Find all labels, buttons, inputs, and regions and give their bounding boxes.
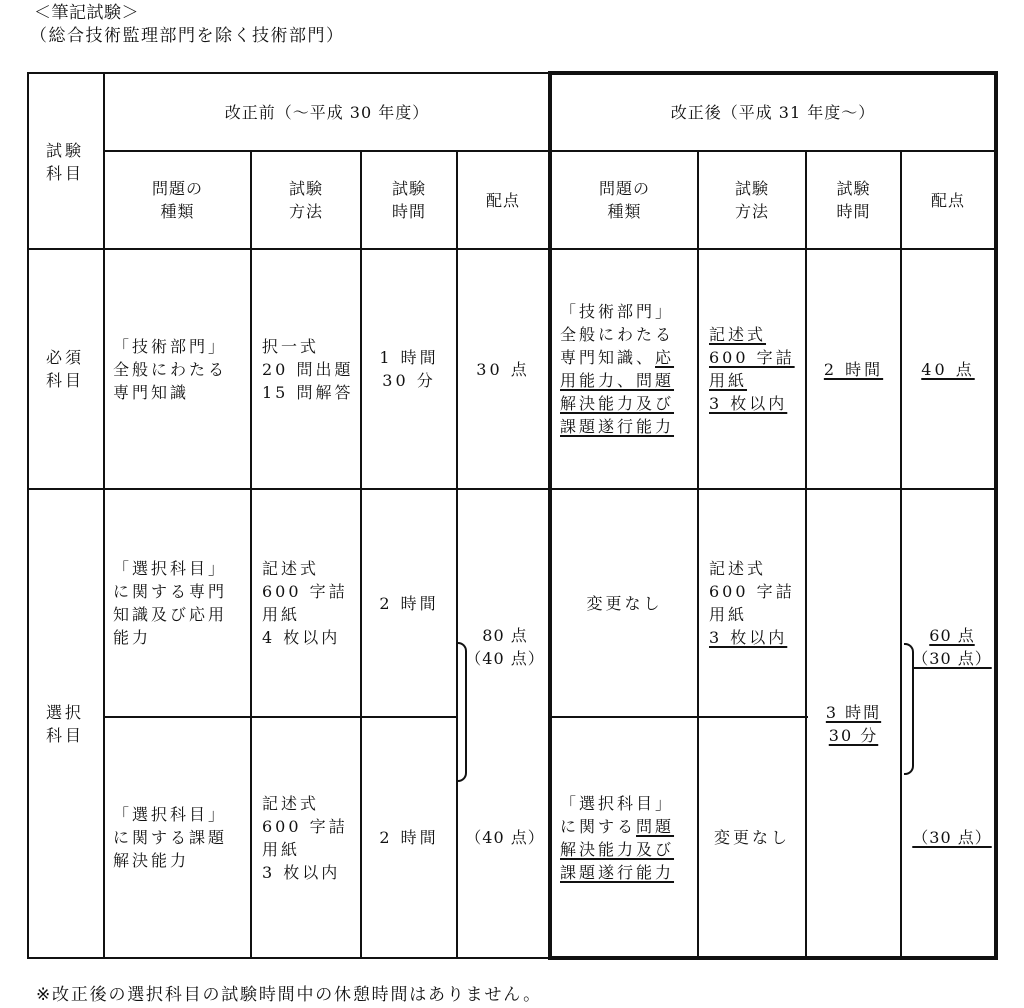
header-line: 種類 xyxy=(160,202,195,221)
header-line: 問題の xyxy=(151,179,203,198)
changed-text: 3 枚以内 xyxy=(709,628,788,647)
after-section-title xyxy=(552,75,994,150)
elective-before-problem-points xyxy=(462,718,548,957)
cell-line: （40 点） xyxy=(465,828,545,847)
cell-line: 3 枚以内 xyxy=(262,862,341,882)
subject-header-line: 科目 xyxy=(46,164,85,183)
before-type-divider xyxy=(250,150,252,959)
after-col-points-header xyxy=(902,152,994,248)
elective-after-points-total xyxy=(910,624,994,672)
changed-text: 課題遂行能力 xyxy=(560,862,675,882)
changed-text: 解決能力及び xyxy=(560,394,675,413)
changed-text: 60 点 xyxy=(929,626,975,645)
cell-line: 専門知識 xyxy=(113,382,190,402)
header-line: 方法 xyxy=(734,202,769,221)
elective-subject-label xyxy=(46,490,102,957)
cell-line: 80 点 xyxy=(482,626,528,645)
changed-text: 解決能力及び xyxy=(560,839,675,859)
cell-line: 変更なし xyxy=(713,828,790,847)
cell-line: 能力 xyxy=(113,628,152,647)
changed-text: 2 時間 xyxy=(823,359,884,379)
cell-line: 「選択科目」 xyxy=(560,793,675,813)
after-col-time-header xyxy=(807,152,900,248)
before-col-points-header xyxy=(458,152,548,248)
required-after-time xyxy=(807,250,900,488)
cell-line: 記述式 xyxy=(262,793,320,813)
before-col-type-header xyxy=(105,152,250,248)
required-before-type xyxy=(113,250,250,488)
cell-line: 30 点 xyxy=(476,359,530,379)
cell-line: 用紙 xyxy=(709,605,748,624)
changed-text: 用紙 xyxy=(709,371,748,390)
elective-before-specialized-method xyxy=(262,490,360,716)
cell-line: 4 枚以内 xyxy=(262,628,341,647)
cell-line: 「選択科目」 xyxy=(113,559,228,578)
elective-after-problem-method xyxy=(699,718,805,957)
subject-header-line: 試験 xyxy=(46,141,85,160)
cell-line: 用紙 xyxy=(262,605,301,624)
changed-text: 課題遂行能力 xyxy=(560,417,675,436)
elective-before-problem-method xyxy=(262,718,360,957)
cell-line: 記述式 xyxy=(709,559,767,578)
header-line: 試験 xyxy=(391,179,426,198)
before-title-text: 改正前（～平成 30 年度） xyxy=(224,102,430,122)
cell-line: 変更なし xyxy=(586,593,663,613)
changed-text: 問題 xyxy=(636,816,675,836)
changed-text: 応 xyxy=(655,348,675,367)
after-col-method-header xyxy=(699,152,805,248)
changed-text: 3 時間 xyxy=(825,702,882,722)
header-line: 試験 xyxy=(836,179,871,198)
cell-line: 15 問解答 xyxy=(262,382,354,402)
header-line: 試験 xyxy=(288,179,323,198)
cell-line: 知識及び応用 xyxy=(113,605,228,624)
changed-text: 30 分 xyxy=(828,725,879,745)
cell-line: 2 時間 xyxy=(379,828,439,847)
after-title-text: 改正後（平成 31 年度～） xyxy=(670,103,876,122)
cell-line: 全般にわたる xyxy=(560,325,675,344)
before-col-method-header xyxy=(252,152,360,248)
cell-line: に関する課題 xyxy=(113,828,228,847)
required-after-points xyxy=(902,250,994,488)
subject-line: 科目 xyxy=(46,371,85,390)
cell-line xyxy=(560,346,674,369)
cell-line: 600 字詰 xyxy=(262,816,348,836)
elective-after-problem-points xyxy=(910,718,994,957)
section-subtitle: （総合技術監理部門を除く技術部門） xyxy=(30,26,345,46)
cell-line: 全般にわたる xyxy=(113,359,228,379)
cell-line: 記述式 xyxy=(262,559,320,578)
cell-text: 専門知識、 xyxy=(560,348,656,367)
cell-line: 600 字詰 xyxy=(709,582,795,601)
header-line: 時間 xyxy=(836,202,871,221)
cell-line: 「技術部門」 xyxy=(113,336,228,356)
header-line: 時間 xyxy=(391,202,426,221)
cell-line: 1 時間 xyxy=(379,348,439,367)
required-before-time xyxy=(362,250,456,488)
required-before-method xyxy=(262,250,360,488)
elective-after-time xyxy=(807,490,900,957)
cell-line: 解決能力 xyxy=(113,851,190,870)
header-line: 種類 xyxy=(607,202,642,221)
header-line: 問題の xyxy=(598,179,650,198)
required-after-method xyxy=(709,250,805,488)
changed-text: 用能力、問題 xyxy=(560,371,675,390)
elective-after-problem-type xyxy=(560,718,697,957)
cell-line: 択一式 xyxy=(262,336,320,356)
cell-line xyxy=(560,815,674,838)
cell-line: 20 問出題 xyxy=(262,359,354,379)
cell-line: 30 分 xyxy=(382,371,436,390)
elective-before-specialized-type xyxy=(113,490,250,716)
elective-before-specialized-time xyxy=(362,490,456,716)
elective-before-problem-time xyxy=(362,718,456,957)
changed-text: 3 枚以内 xyxy=(709,394,788,413)
changed-text: 記述式 xyxy=(709,325,767,344)
cell-text: に関する xyxy=(560,816,637,836)
required-after-type xyxy=(560,250,697,488)
after-col-type-header xyxy=(552,152,697,248)
changed-text: （30 点） xyxy=(912,828,992,847)
after-box-right xyxy=(994,71,998,960)
header-line: 方法 xyxy=(288,202,323,221)
changed-text: （30 点） xyxy=(912,649,992,668)
subject-line: 選択 xyxy=(46,702,85,722)
before-section-title xyxy=(105,74,549,150)
cell-line: 「選択科目」 xyxy=(113,805,228,824)
elective-after-specialized-type xyxy=(552,490,697,716)
changed-text: 40 点 xyxy=(921,359,975,379)
cell-line: 「技術部門」 xyxy=(560,302,675,321)
elective-before-problem-type xyxy=(113,718,250,957)
elective-before-points-total xyxy=(462,624,548,672)
section-title: ＜筆記試験＞ xyxy=(34,3,139,23)
changed-text: 600 字詰 xyxy=(709,348,795,367)
table-border-bottom xyxy=(27,957,551,959)
required-before-points xyxy=(458,250,548,488)
required-subject-label xyxy=(46,250,102,488)
cell-line: （40 点） xyxy=(465,649,545,668)
cell-line: 2 時間 xyxy=(379,593,439,613)
table-border-left xyxy=(27,72,29,959)
header-line: 配点 xyxy=(485,190,520,210)
cell-line: に関する専門 xyxy=(113,582,228,601)
cell-line: 用紙 xyxy=(262,839,301,859)
subject-line: 必須 xyxy=(46,348,85,367)
before-col-time-header xyxy=(362,152,456,248)
footnote: ※改正後の選択科目の試験時間中の休憩時間はありません。 xyxy=(36,985,542,1005)
cell-line: 600 字詰 xyxy=(262,582,348,601)
header-line: 試験 xyxy=(734,179,769,198)
header-line: 配点 xyxy=(930,190,965,210)
subject-line: 科目 xyxy=(46,725,85,745)
elective-after-specialized-method xyxy=(709,490,805,716)
subject-header xyxy=(46,138,102,186)
